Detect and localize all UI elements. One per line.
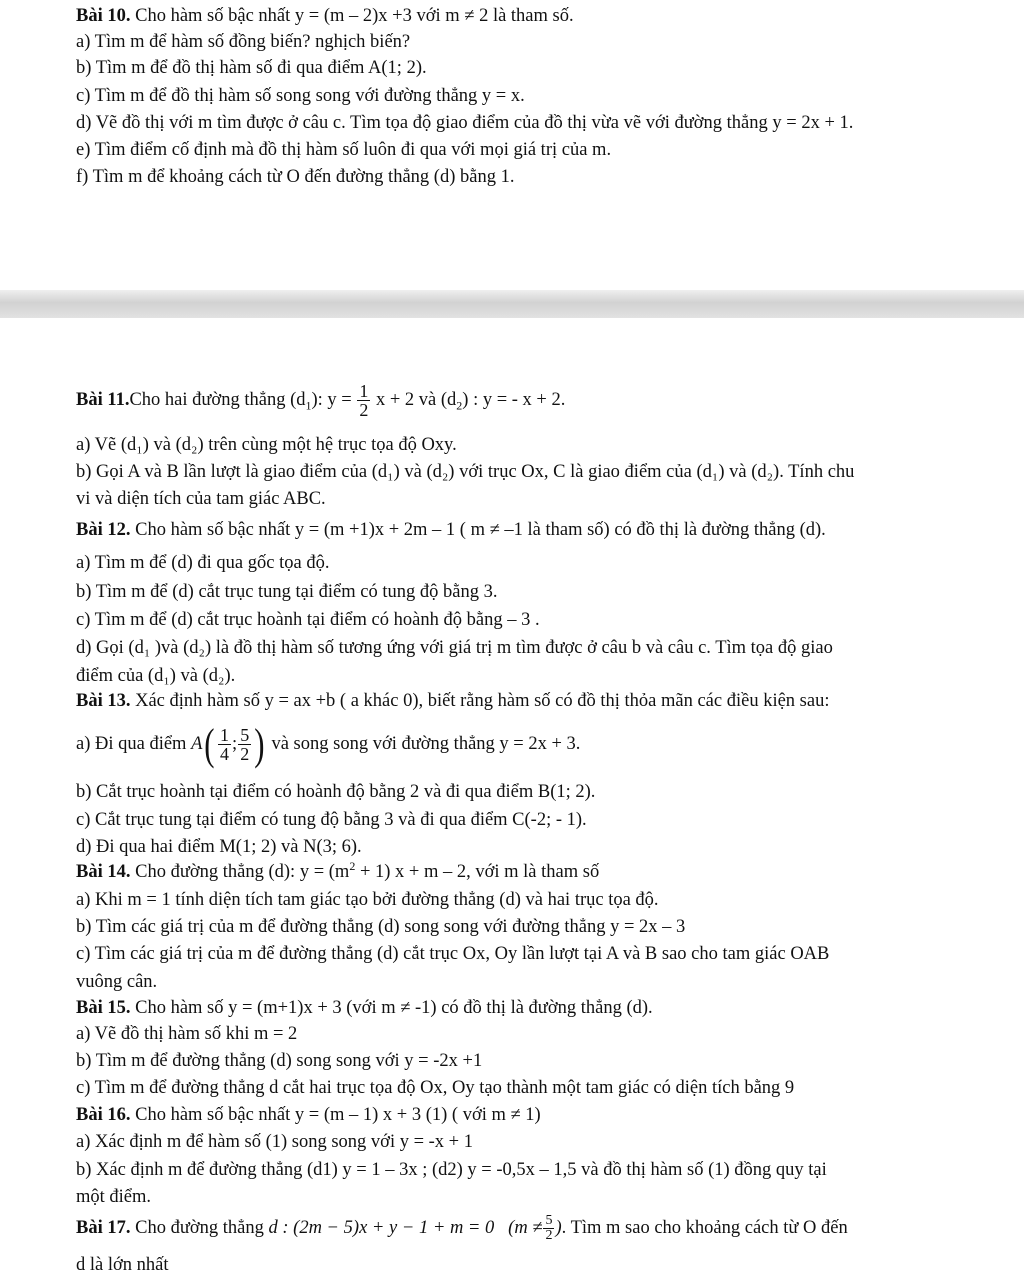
page-top [0, 0, 1024, 290]
bai13-frac1-den: 4 [220, 744, 230, 765]
bai11-mid: ): y = [311, 390, 352, 410]
bai14-c1: c) Tìm các giá trị của m để đường thẳng (d) cắt trục Ox, Oy lần lượt tại A và B sao cho tam giác OAB [76, 944, 830, 964]
bai10-text: Cho hàm số bậc nhất y = (m – 2)x +3 với m ≠ 2 là tham số. [135, 6, 574, 26]
bai12-d1: d) Gọi (d₁ )và (d₂) là đồ thị hàm số tương ứng với giá trị m tìm được ở câu b và câu c. Tìm tọa độ giao [76, 638, 833, 658]
bai12-d2: điểm của (d₁) và (d₂). [76, 666, 236, 686]
bai13-frac1-num: 1 [220, 725, 230, 746]
bai17-head: Bài 17. [76, 1218, 131, 1238]
bai14-c2: vuông cân. [76, 972, 158, 992]
bai17-frac-num: 5 [545, 1213, 553, 1229]
bai14-text-pre: Cho đường thẳng (d): y = (m [135, 862, 350, 882]
bai17-pre: Cho đường thẳng [135, 1218, 264, 1238]
bai15-a: a) Vẽ đồ thị hàm số khi m = 2 [76, 1024, 298, 1044]
bai14-sup: 2 [349, 858, 356, 873]
bai12-c: c) Tìm m để (d) cắt trục hoành tại điểm có hoành độ bằng – 3 . [76, 610, 540, 630]
bai17-cond-pre: (m ≠ [508, 1218, 543, 1238]
bai10-d: d) Vẽ đồ thị với m tìm được ở câu c. Tìm tọa độ giao điểm của đồ thị vừa vẽ với đường thẳng y = 2x + 1. [76, 113, 854, 133]
page-bottom [0, 318, 1024, 1280]
bai13-title [76, 689, 954, 713]
bai15-text: Cho hàm số y = (m+1)x + 3 (với m ≠ -1) có đồ thị là đường thẳng (d). [135, 998, 653, 1018]
bai14-head: Bài 14. [76, 862, 131, 882]
bai10-head: Bài 10. [76, 6, 131, 26]
bai17-post: . Tìm m sao cho khoảng cách từ O đến [561, 1218, 848, 1238]
bai13-paren-open: ( [204, 719, 215, 769]
bai13-paren-close: ) [254, 719, 265, 769]
bai11-b1: b) Gọi A và B lần lượt là giao điểm của (d₁) và (d₂) với trục Ox, C là giao điểm của (d₁) và (d₂). Tính chu [76, 462, 855, 482]
bai11-pre: Cho hai đường thẳng (d [129, 390, 306, 410]
bai12-head: Bài 12. [76, 520, 131, 540]
bai10-a: a) Tìm m để hàm số đồng biến? nghịch biến? [76, 32, 411, 52]
bai17-frac-den: 2 [545, 1228, 553, 1244]
bai13-text: Xác định hàm số y = ax +b ( a khác 0), biết rằng hàm số có đồ thị thỏa mãn các điều kiện sau: [135, 691, 830, 711]
bai11-sub1: 1 [305, 398, 312, 413]
bai15-title [76, 996, 954, 1020]
bai12-a: a) Tìm m để (d) đi qua gốc tọa độ. [76, 553, 330, 573]
bai16-b1: b) Xác định m để đường thẳng (d1) y = 1 – 3x ; (d2) y = -0,5x – 1,5 và đồ thị hàm số (1) đồng quy tại [76, 1160, 827, 1180]
bai13-frac2 [238, 726, 251, 763]
bai12-text: Cho hàm số bậc nhất y = (m +1)x + 2m – 1 ( m ≠ –1 là tham số) có đồ thị là đường thẳng (d). [135, 520, 826, 540]
bai13-frac2-den: 2 [240, 744, 250, 765]
bai13-frac2-num: 5 [240, 725, 250, 746]
bai13-a-pre: a) Đi qua điểm [76, 734, 187, 754]
bai16-title [76, 1103, 954, 1127]
bai14-b: b) Tìm các giá trị của m để đường thẳng (d) song song với đường thẳng y = 2x – 3 [76, 917, 686, 937]
bai11-sub2: 2 [456, 398, 463, 413]
bai17-title [76, 1208, 954, 1248]
bai16-a: a) Xác định m để hàm số (1) song song với y = -x + 1 [76, 1132, 473, 1152]
bai10-title [76, 4, 954, 28]
bai10-b: b) Tìm m để đồ thị hàm số đi qua điểm A(1; 2). [76, 58, 427, 78]
bai15-head: Bài 15. [76, 998, 131, 1018]
bai13-head: Bài 13. [76, 691, 131, 711]
bai17-equation: d : (2m − 5)x + y − 1 + m = 0 [268, 1218, 495, 1238]
bai11-fraction [357, 382, 370, 419]
bai14-text-post: + 1) x + m – 2, với m là tham số [355, 862, 600, 882]
bai11-title [76, 378, 954, 422]
bai13-d: d) Đi qua hai điểm M(1; 2) và N(3; 6). [76, 837, 362, 857]
bai11-a: a) Vẽ (d₁) và (d₂) trên cùng một hệ trục tọa độ Oxy. [76, 435, 457, 455]
bai11-b2: vi và diện tích của tam giác ABC. [76, 489, 326, 509]
bai16-text: Cho hàm số bậc nhất y = (m – 1) x + 3 (1) ( với m ≠ 1) [135, 1105, 541, 1125]
bai14-title [76, 860, 954, 884]
bai10-f: f) Tìm m để khoảng cách từ O đến đường thẳng (d) bằng 1. [76, 167, 515, 187]
bai17-line2: d là lớn nhất [76, 1255, 169, 1275]
bai13-a-post: và song song với đường thẳng y = 2x + 3. [271, 734, 581, 754]
page-gap [0, 290, 1024, 318]
bai13-frac1 [218, 726, 231, 763]
bai10-e: e) Tìm điểm cố định mà đồ thị hàm số luôn đi qua với mọi giá trị của m. [76, 140, 612, 160]
bai11-post: x + 2 và (d [375, 390, 457, 410]
bai16-b2: một điểm. [76, 1187, 152, 1207]
bai12-title [76, 518, 954, 542]
bai14-a: a) Khi m = 1 tính diện tích tam giác tạo bởi đường thẳng (d) và hai trục tọa độ. [76, 890, 659, 910]
bai11-end: ) : y = - x + 2. [462, 390, 566, 410]
bai13-a-point: A [191, 734, 203, 754]
bai10-c: c) Tìm m để đồ thị hàm số song song với đường thẳng y = x. [76, 86, 525, 106]
bai15-c: c) Tìm m để đường thẳng d cắt hai trục tọa độ Ox, Oy tạo thành một tam giác có diện tích bằng 9 [76, 1078, 795, 1098]
bai13-b: b) Cắt trục hoành tại điểm có hoành độ bằng 2 và đi qua điểm B(1; 2). [76, 782, 596, 802]
bai11-frac-num: 1 [359, 381, 369, 402]
bai13-a: a) Đi qua điểm A( $\frac{1}{4}$ ; $\frac{5}{2}$ ) và song song với đường thẳng y = 2x + 3. [76, 719, 581, 769]
bai11-frac-den: 2 [359, 400, 369, 421]
bai17-fraction [543, 1214, 554, 1243]
bai12-b: b) Tìm m để (d) cắt trục tung tại điểm có tung độ bằng 3. [76, 582, 498, 602]
bai15-b: b) Tìm m để đường thẳng (d) song song với y = -2x +1 [76, 1051, 483, 1071]
bai13-c: c) Cắt trục tung tại điểm có tung độ bằng 3 và đi qua điểm C(-2; - 1). [76, 810, 587, 830]
bai11-head: Bài 11. [76, 390, 130, 410]
bai17-cond-post: ) [555, 1218, 562, 1238]
bai16-head: Bài 16. [76, 1105, 131, 1125]
